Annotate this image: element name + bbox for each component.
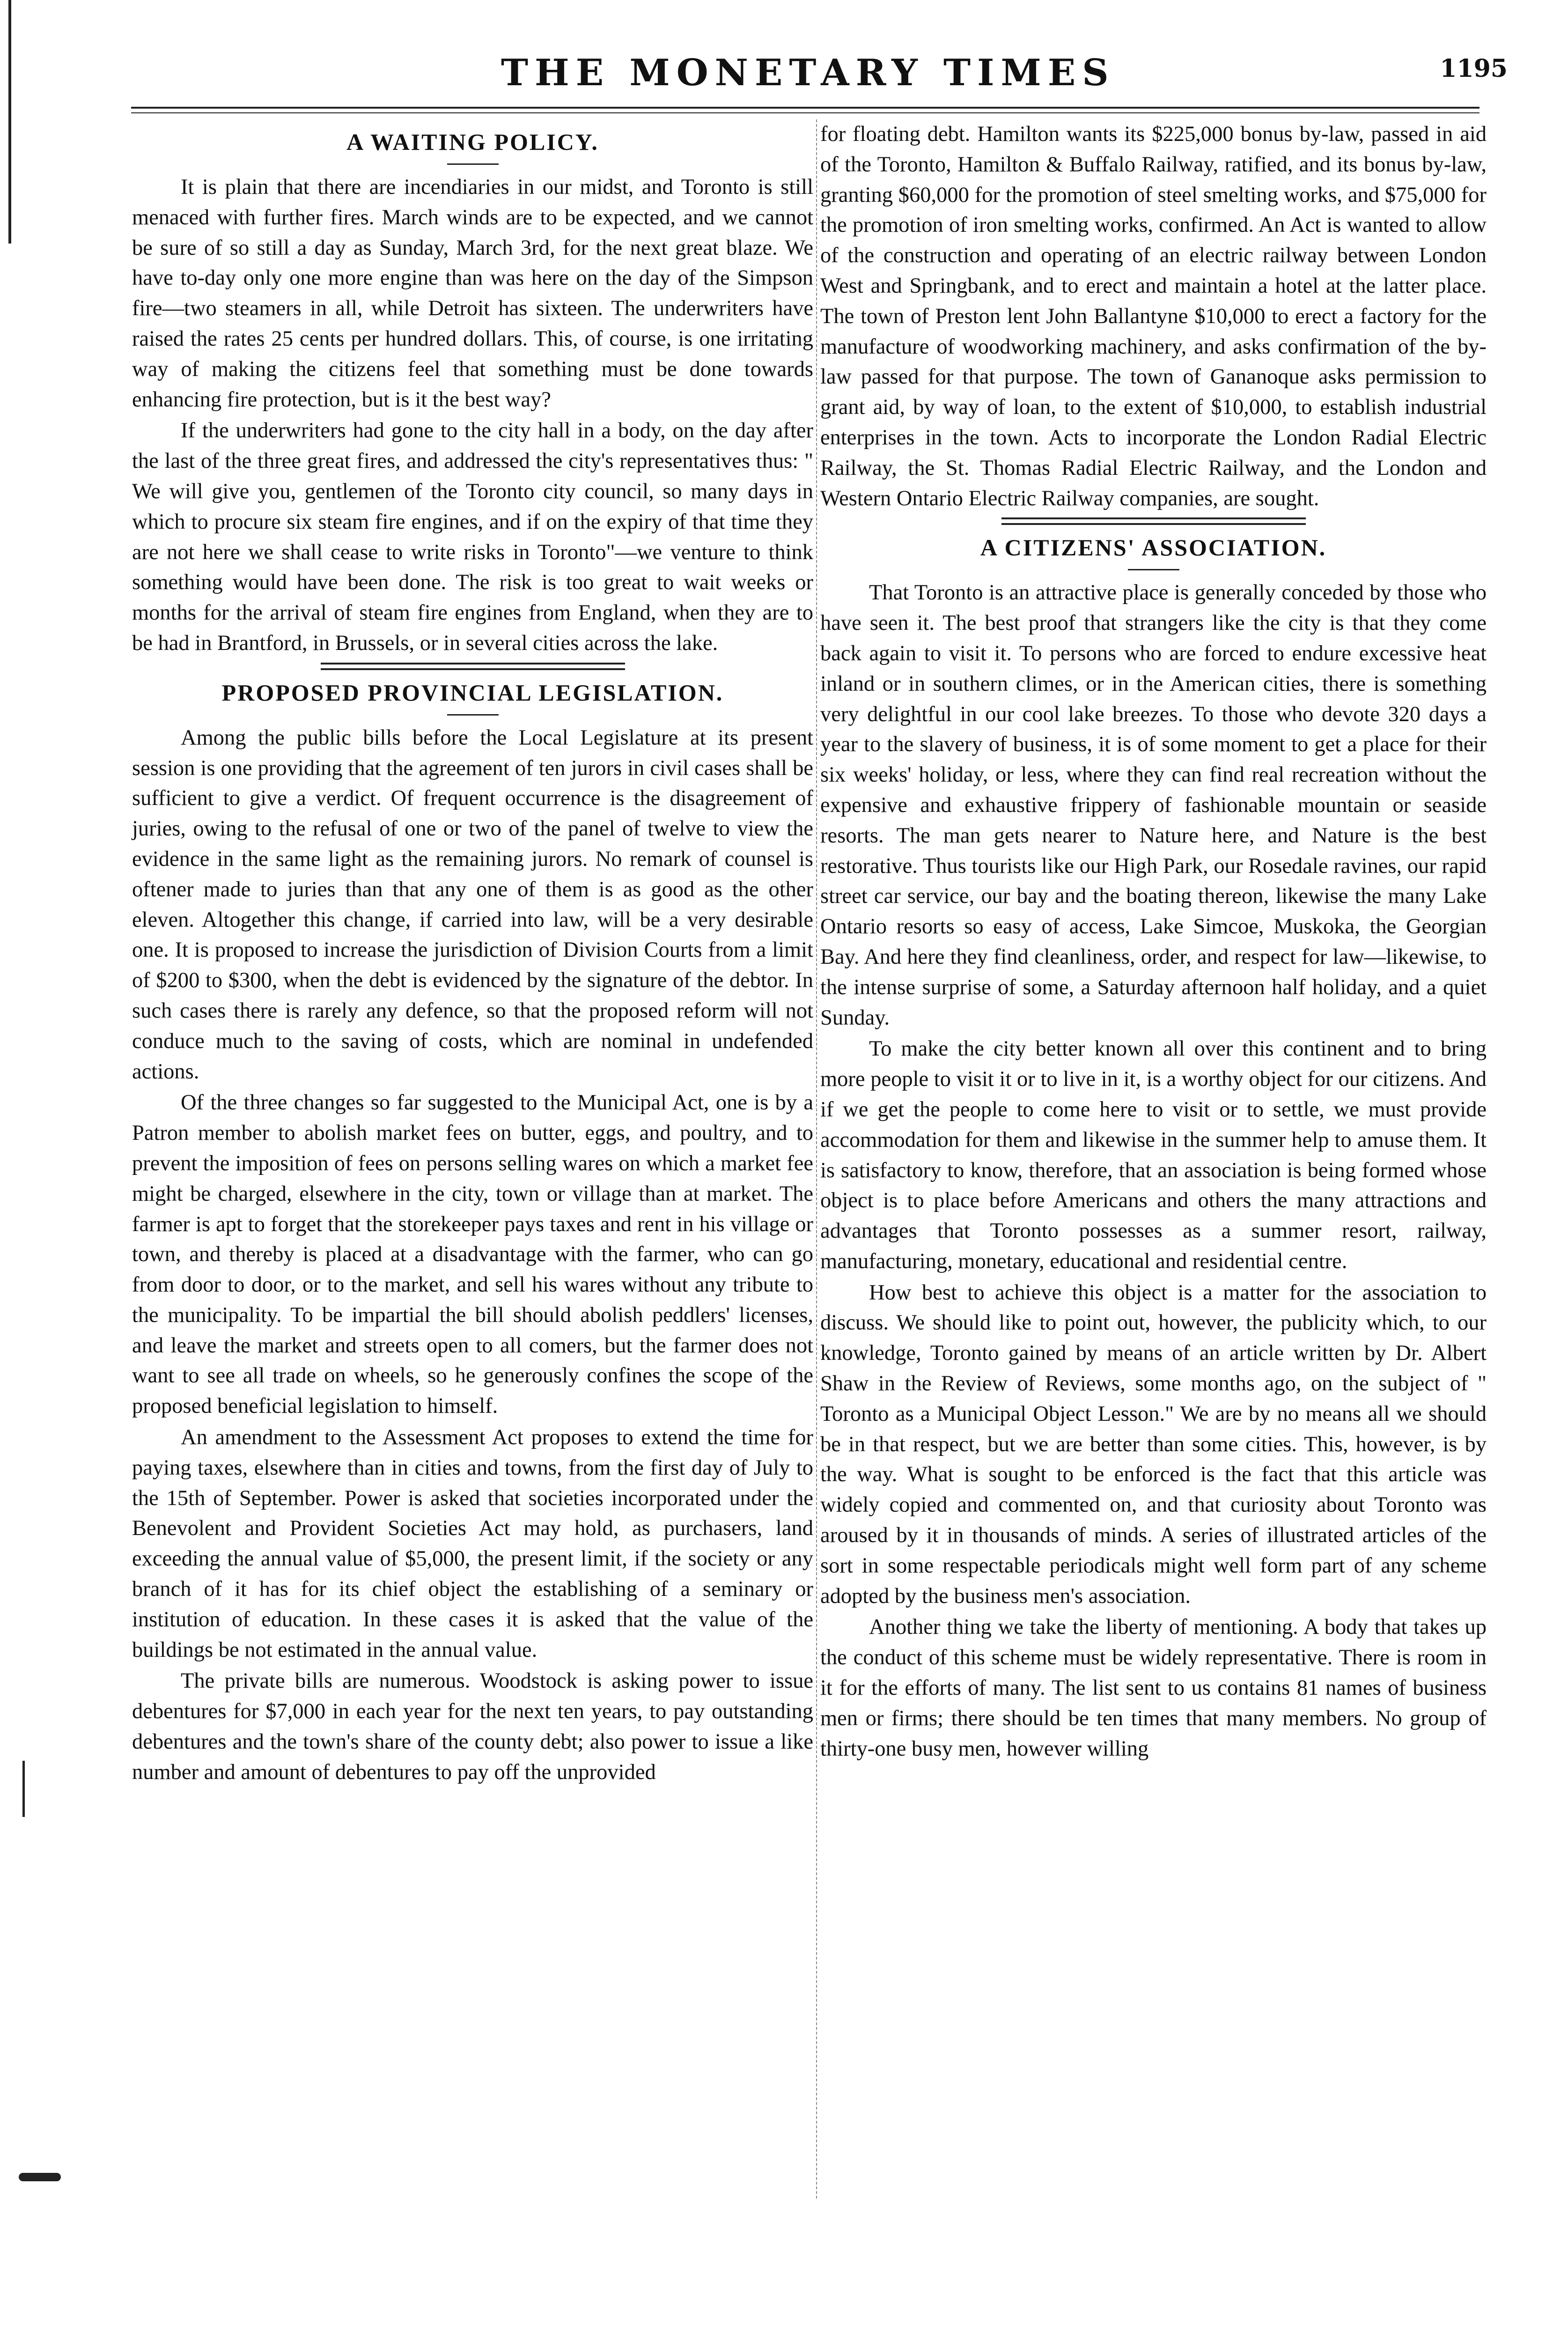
heading-rule: [447, 163, 499, 165]
heading-rule: [1128, 569, 1179, 570]
section-divider: [321, 663, 625, 670]
paragraph: It is plain that there are incendiaries in our midst, and Toronto is still menaced with further fires. March winds are to be expected, and we cannot be sure of so still a day as Sunday, March 3rd, for the next great blaze. We have to-day only one more engine than was here on the day of the Simpson fire—two steamers in all, while Detroit has sixteen. The underwriters have raised the rates 25 cents per hundred dollars. This, of course, is one irritating way of making the citizens feel that something must be done towards enhancing fire protection, but is it the best way?: [132, 175, 813, 412]
section-heading-citizens-association: A CITIZENS' ASSOCIATION.: [980, 534, 1327, 561]
paragraph: That Toronto is an attractive place is generally conceded by those who have seen it. The best proof that strangers like the city is that they come back again to visit it. To persons who are forced to endure excessive heat inland or in southern climes, or in the American cities, there is something very delightful in our cool lake breezes. To those who devote 320 days a year to the slavery of business, it is of some moment to get a place for their six weeks' holiday, or less, where they can find real recreation without the expensive and exhaustive frippery of fashionable mountain or seaside resorts. The man gets nearer to Nature here, and Nature is the best restorative. Thus tourists like our High Park, our Rosedale ravines, our rapid street car service, our bay and the boating thereon, likewise the many Lake Ontario resorts so easy of access, Lake Simcoe, Muskoka, the Georgian Bay. And here they find cleanliness, order, and respect for law—likewise, to the intense surprise of some, a Saturday afternoon half holiday, and a quiet Sunday.: [820, 581, 1487, 1030]
section-divider: [1001, 517, 1306, 525]
margin-scan-mark: [8, 0, 11, 244]
paragraph: To make the city better known all over this continent and to bring more people to visit it or to live in it, is a worthy object for our citizens. And if we get the people to come here to visit or to settle, we must provide accommodation for them and likewise in the summer help to amuse them. It is satisfactory to know, therefore, that an association is being formed whose object is to place before Americans and others the many attractions and advantages that Toronto possesses as a summer resort, railway, manufacturing, monetary, educational and residential centre.: [820, 1037, 1487, 1273]
left-column: [132, 119, 813, 1788]
paragraph: The private bills are numerous. Woodstock is asking power to issue debentures for $7,000 in each year for the next ten years, to pay outstanding debentures and the town's share of the county debt; also power to issue a like number and amount of debentures to pay off the unprovided: [132, 1669, 813, 1784]
masthead: [126, 42, 1508, 103]
continued-paragraph: for floating debt. Hamilton wants its $225,000 bonus by-law, passed in aid of the Toronto, Hamilton & Buffalo Railway, ratified, and its bonus by-law, granting $60,000 for the promotion of steel smelting works, and $75,000 for the promotion of iron smelting works, confirmed. An Act is wanted to allow of the construction and operating of an electric railway between London West and Springbank, and to erect and maintain a hotel at the latter place. The town of Preston lent John Ballantyne $10,000 to erect a factory for the manufacture of woodworking machinery, and asks confirmation of the by-law passed for that purpose. The town of Gananoque asks permission to grant aid, by way of loan, to the extent of $10,000, to establish industrial enterprises in the town. Acts to incorporate the London Radial Electric Railway, the St. Thomas Radial Electric Railway, and the London and Western Ontario Electric Railway companies, are sought.: [820, 122, 1487, 510]
paragraph: If the underwriters had gone to the city hall in a body, on the day after the last of the three great fires, and addressed the city's representatives thus: " We will give you, gentlemen of the Toronto city council, so many days in which to procure six steam fire engines, and if on the expiry of that time they are not here we shall cease to write risks in Toronto"—we venture to think something would have been done. The risk is too great to wait weeks or months for the arrival of steam fire engines from England, when they are to be had in Brantford, in Brussels, or in several cities across the lake.: [132, 419, 813, 655]
right-column: [820, 119, 1487, 1764]
masthead-rule: [131, 107, 1480, 113]
section-heading-provincial-legislation: PROPOSED PROVINCIAL LEGISLATION.: [221, 679, 724, 706]
margin-scan-mark: [22, 1761, 25, 1817]
paragraph: Of the three changes so far suggested to the Municipal Act, one is by a Patron member to abolish market fees on butter, eggs, and poultry, and to prevent the imposition of fees on persons selling wares on which a market fee might be charged, elsewhere in the city, town or village than at market. The farmer is apt to forget that the storekeeper pays taxes and rent in his village or town, and thereby is placed at a disadvantage with the farmer, who can go from door to door, or to the market, and sell his wares without any tribute to the municipality. To be impartial the bill should abolish peddlers' licenses, and leave the market and streets open to all comers, but the farmer does not want to see all trade on wheels, so he generously confines the scope of the proposed beneficial legislation to himself.: [132, 1091, 813, 1418]
page-number: 1195: [1440, 54, 1508, 83]
heading-rule: [447, 714, 499, 716]
paragraph: Among the public bills before the Local Legislature at its present session is one providing that the agreement of ten jurors in civil cases shall be sufficient to give a verdict. Of frequent occurrence is the disagreement of juries, owing to the refusal of one or two of the panel of twelve to view the evidence in the same light as the remaining jurors. No remark of counsel is oftener made to juries than that any one of them is as good as the other eleven. Altogether this change, if carried into law, will be a very desirable one. It is proposed to increase the jurisdiction of Division Courts from a limit of $200 to $300, when the debt is evidenced by the signature of the debtor. In such cases there is rarely any defence, so that the proposed reform will not conduce much to the saving of costs, which are nominal in undefended actions.: [132, 725, 813, 1084]
margin-scan-mark: [19, 2173, 61, 2181]
paragraph: Another thing we take the liberty of mentioning. A body that takes up the conduct of this scheme must be widely representative. There is room in it for the efforts of many. The list sent to us contains 81 names of business men or firms; there should be ten times that many members. No group of thirty-one busy men, however willing: [820, 1615, 1487, 1761]
section-heading-waiting-policy: A WAITING POLICY.: [346, 129, 599, 155]
paragraph: An amendment to the Assessment Act proposes to extend the time for paying taxes, elsewhere than in cities and towns, from the first day of July to the 15th of September. Power is asked that societies incorporated under the Benevolent and Provident Societies Act may hold, as purchasers, land exceeding the annual value of $5,000, the present limit, if the society or any branch of it has for its chief object the establishing of a seminary or institution of education. In these cases it is asked that the value of the buildings be not estimated in the annual value.: [132, 1425, 813, 1662]
paragraph: How best to achieve this object is a matter for the association to discuss. We should like to point out, however, the publicity which, to our knowledge, Toronto gained by means of an article written by Dr. Albert Shaw in the Review of Reviews, some months ago, on the subject of " Toronto as a Municipal Object Lesson." We are by no means all we should be in that respect, but we are better than some cities. This, however, is by the way. What is sought to be enforced is the fact that this article was widely copied and commented on, and that curiosity about Toronto was aroused by it in thousands of minds. A series of illustrated articles of the sort in some respectable periodicals might well form part of any scheme adopted by the business men's association.: [820, 1280, 1487, 1608]
publication-title: THE MONETARY TIMES: [501, 52, 1115, 94]
column-divider: [816, 119, 817, 2199]
